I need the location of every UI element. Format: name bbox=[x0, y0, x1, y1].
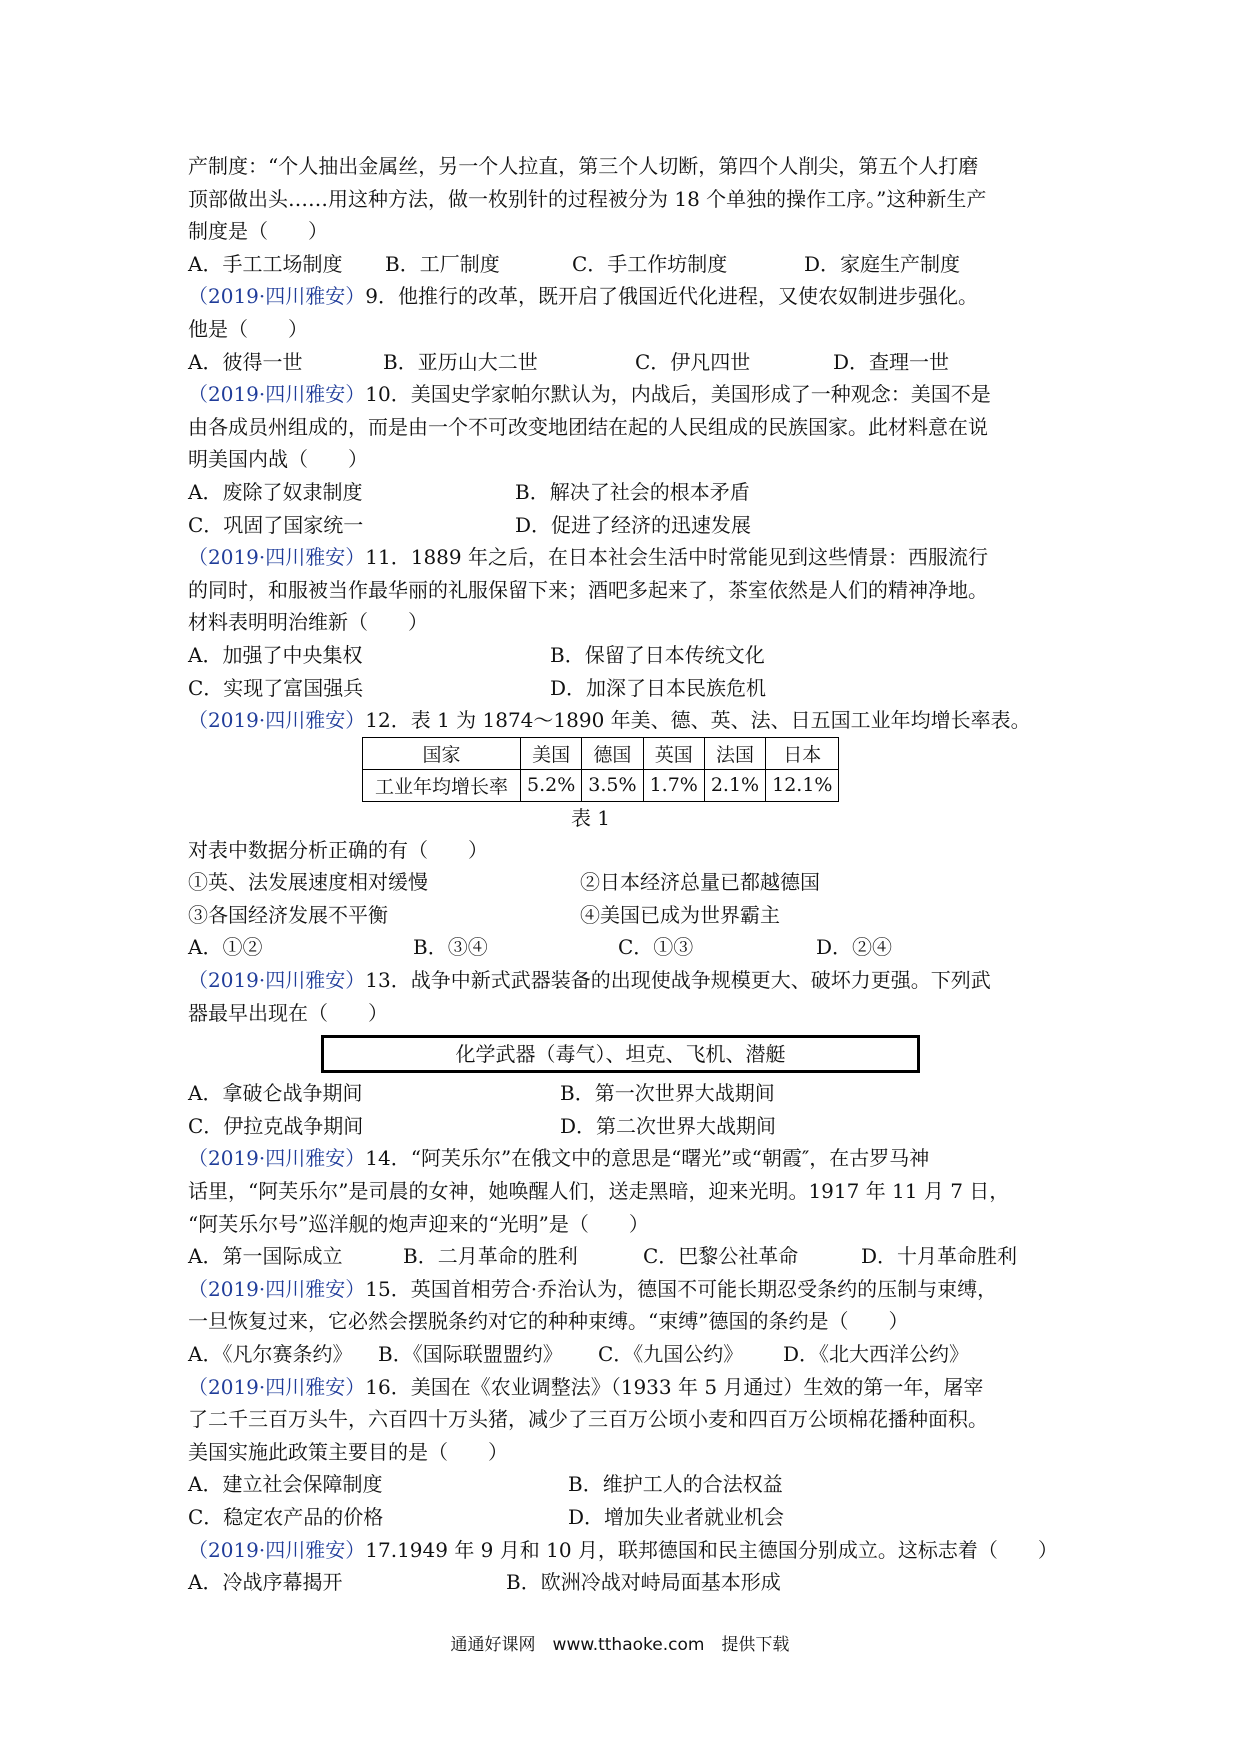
answer-options bbox=[188, 1077, 1063, 1110]
option-b[interactable]: B．欧洲冷战对峙局面基本形成 bbox=[506, 1570, 781, 1595]
statement-list bbox=[188, 866, 1063, 899]
question-text: 10．美国史学家帕尔默认为，内战后，美国形成了一种观念：美国不是 bbox=[365, 382, 991, 407]
statement-4: ④美国已成为世界霸主 bbox=[580, 902, 780, 927]
answer-options bbox=[188, 1501, 1063, 1534]
question-9 bbox=[188, 280, 1063, 378]
question-text: 13．战争中新式武器装备的出现使战争规模更大、破坏力更强。下列武 bbox=[365, 968, 991, 993]
answer-options bbox=[188, 1338, 1063, 1371]
option-c[interactable]: C．巴黎公社革命 bbox=[643, 1244, 799, 1269]
answer-options bbox=[188, 672, 1063, 705]
option-b[interactable]: B．亚历山大二世 bbox=[383, 349, 538, 374]
answer-options bbox=[188, 1468, 1063, 1501]
table-header-cell: 法国 bbox=[704, 737, 765, 769]
question-text: 12．表 1 为 1874～1890 年美、德、英、法、日五国工业年均增长率表。 bbox=[365, 708, 1031, 733]
answer-options bbox=[188, 248, 1063, 281]
answer-options bbox=[188, 931, 1063, 964]
question-text: “阿芙乐尔号”巡洋舰的炮声迎来的“光明”是（ ） bbox=[188, 1211, 649, 1236]
option-a[interactable]: A．拿破仑战争期间 bbox=[188, 1081, 363, 1106]
question-source: （2019·四川雅安） bbox=[188, 1276, 366, 1301]
option-d[interactable]: D．查理一世 bbox=[833, 349, 950, 374]
table-caption: 表 1 bbox=[570, 805, 611, 830]
question-source: （2019·四川雅安） bbox=[188, 708, 366, 733]
answer-options bbox=[188, 509, 1063, 542]
option-b[interactable]: B．解决了社会的根本矛盾 bbox=[515, 479, 750, 504]
option-b[interactable]: B．《国际联盟盟约》 bbox=[378, 1342, 563, 1366]
statement-1: ①英、法发展速度相对缓慢 bbox=[188, 870, 428, 895]
answer-options bbox=[188, 1110, 1063, 1143]
table-cell: 1.7% bbox=[643, 769, 704, 801]
question-source: （2019·四川雅安） bbox=[188, 1374, 366, 1399]
option-b[interactable]: B．保留了日本传统文化 bbox=[550, 642, 765, 667]
table-cell: 5.2% bbox=[521, 769, 582, 801]
question-8 bbox=[188, 150, 1063, 280]
table-cell: 12.1% bbox=[766, 769, 839, 801]
question-source: （2019·四川雅安） bbox=[188, 545, 366, 570]
statement-2: ②日本经济总量已都越德国 bbox=[580, 870, 820, 895]
table-header-cell: 美国 bbox=[521, 737, 582, 769]
option-d[interactable]: D．增加失业者就业机会 bbox=[568, 1504, 785, 1529]
question-source: （2019·四川雅安） bbox=[188, 1537, 366, 1562]
answer-options bbox=[188, 1240, 1063, 1273]
answer-options bbox=[188, 639, 1063, 672]
question-text: 16．美国在《农业调整法》（1933 年 5 月通过）生效的第一年，屠宰 bbox=[365, 1374, 984, 1399]
option-d[interactable]: D．加深了日本民族危机 bbox=[550, 675, 767, 700]
question-source: （2019·四川雅安） bbox=[188, 1146, 366, 1171]
option-d[interactable]: D．促进了经济的迅速发展 bbox=[515, 512, 752, 537]
option-b[interactable]: B．③④ bbox=[413, 935, 488, 960]
option-c[interactable]: C．伊拉克战争期间 bbox=[188, 1113, 364, 1138]
option-a[interactable]: A．彼得一世 bbox=[188, 349, 303, 374]
table-header-cell: 英国 bbox=[643, 737, 704, 769]
option-c[interactable]: C．巩固了国家统一 bbox=[188, 512, 364, 537]
option-d[interactable]: D．第二次世界大战期间 bbox=[560, 1113, 777, 1138]
question-source: （2019·四川雅安） bbox=[188, 382, 366, 407]
option-a[interactable]: A．①② bbox=[188, 935, 263, 960]
question-source: （2019·四川雅安） bbox=[188, 284, 366, 309]
option-c[interactable]: C．手工作坊制度 bbox=[572, 251, 728, 276]
option-d[interactable]: D．《北大西洋公约》 bbox=[783, 1342, 970, 1366]
option-a[interactable]: A．第一国际成立 bbox=[188, 1244, 343, 1269]
table-header-row bbox=[363, 737, 839, 769]
question-11 bbox=[188, 541, 1063, 704]
answer-options bbox=[188, 1566, 1063, 1599]
table-header-cell: 德国 bbox=[582, 737, 643, 769]
growth-rate-table bbox=[362, 737, 839, 802]
question-text: 话里，“阿芙乐尔”是司晨的女神，她唤醒人们，送走黑暗，迎来光明。1917 年 11 月 7 日， bbox=[188, 1179, 1010, 1204]
question-text: 明美国内战（ ） bbox=[188, 447, 368, 472]
option-c[interactable]: C．稳定农产品的价格 bbox=[188, 1504, 384, 1529]
table-cell: 3.5% bbox=[582, 769, 643, 801]
question-text: 美国实施此政策主要目的是（ ） bbox=[188, 1439, 508, 1464]
question-text: 制度是（ ） bbox=[188, 219, 328, 244]
question-text: 产制度：“个人抽出金属丝，另一个人拉直，第三个人切断，第四个人削尖，第五个人打磨 bbox=[188, 154, 979, 178]
question-15 bbox=[188, 1273, 1063, 1371]
option-b[interactable]: B．第一次世界大战期间 bbox=[560, 1081, 775, 1106]
table-cell: 2.1% bbox=[704, 769, 765, 801]
exam-page bbox=[188, 150, 1063, 1599]
table-row bbox=[363, 769, 839, 801]
question-text: 14．“阿芙乐尔”在俄文中的意思是“曙光”或“朝霞″，在古罗马神 bbox=[365, 1146, 930, 1171]
question-text: 他是（ ） bbox=[188, 316, 308, 341]
question-text: 了二千三百万头牛，六百四十万头猪，减少了三百万公顷小麦和四百万公顷棉花播种面积。 bbox=[188, 1407, 988, 1432]
option-c[interactable]: C．①③ bbox=[618, 935, 694, 960]
question-text: 顶部做出头……用这种方法，做一枚别针的过程被分为 18 个单独的操作工序。”这种新生产 bbox=[188, 186, 987, 211]
option-a[interactable]: A．加强了中央集权 bbox=[188, 642, 363, 667]
statement-3: ③各国经济发展不平衡 bbox=[188, 902, 388, 927]
weapons-box: 化学武器（毒气）、坦克、飞机、潜艇 bbox=[321, 1035, 920, 1073]
question-text: 17.1949 年 9 月和 10 月，联邦德国和民主德国分别成立。这标志着（ ） bbox=[365, 1537, 1058, 1562]
question-text: 15．英国首相劳合·乔治认为，德国不可能长期忍受条约的压制与束缚， bbox=[365, 1276, 998, 1301]
option-a[interactable]: A．废除了奴隶制度 bbox=[188, 479, 363, 504]
option-c[interactable]: C．《九国公约》 bbox=[598, 1342, 744, 1366]
question-10 bbox=[188, 378, 1063, 541]
question-text: 一旦恢复过来，它必然会摆脱条约对它的种种束缚。“束缚”德国的条约是（ ） bbox=[188, 1309, 909, 1334]
option-b[interactable]: B．二月革命的胜利 bbox=[403, 1244, 578, 1269]
statement-list bbox=[188, 899, 1063, 932]
answer-options bbox=[188, 346, 1063, 379]
answer-options bbox=[188, 476, 1063, 509]
option-c[interactable]: C．伊凡四世 bbox=[635, 349, 751, 374]
option-d[interactable]: D．家庭生产制度 bbox=[804, 251, 961, 276]
question-source: （2019·四川雅安） bbox=[188, 968, 366, 993]
option-b[interactable]: B．工厂制度 bbox=[385, 251, 500, 276]
question-text: 材料表明明治维新（ ） bbox=[188, 610, 428, 635]
question-text: 对表中数据分析正确的有（ ） bbox=[188, 837, 488, 862]
option-c[interactable]: C．实现了富国强兵 bbox=[188, 675, 364, 700]
question-16 bbox=[188, 1371, 1063, 1534]
question-text: 器最早出现在（ ） bbox=[188, 1000, 388, 1025]
option-d[interactable]: D．十月革命胜利 bbox=[861, 1244, 1018, 1269]
question-17 bbox=[188, 1534, 1063, 1599]
table-header-cell: 日本 bbox=[766, 737, 839, 769]
option-a[interactable]: A．建立社会保障制度 bbox=[188, 1472, 383, 1497]
table-header-cell: 国家 bbox=[363, 737, 521, 769]
option-a[interactable]: A．冷战序幕揭开 bbox=[188, 1570, 343, 1595]
question-text: 9．他推行的改革，既开启了俄国近代化进程，又使农奴制进步强化。 bbox=[365, 284, 978, 309]
option-b[interactable]: B．维护工人的合法权益 bbox=[568, 1472, 783, 1497]
question-13 bbox=[188, 964, 1063, 1142]
question-text: 11．1889 年之后，在日本社会生活中时常能见到这些情景：西服流行 bbox=[365, 545, 988, 570]
question-text: 的同时，和服被当作最华丽的礼服保留下来；酒吧多起来了，茶室依然是人们的精神净地。 bbox=[188, 577, 988, 602]
question-text: 由各成员州组成的，而是由一个不可改变地团结在起的人民组成的民族国家。此材料意在说 bbox=[188, 414, 988, 439]
question-14 bbox=[188, 1142, 1063, 1272]
option-d[interactable]: D．②④ bbox=[816, 935, 893, 960]
page-footer: 通通好课网 www.tthaoke.com 提供下载 bbox=[450, 1635, 790, 1655]
question-12 bbox=[188, 704, 1063, 964]
option-a[interactable]: A．《凡尔赛条约》 bbox=[188, 1342, 353, 1366]
option-a[interactable]: A．手工工场制度 bbox=[188, 251, 343, 276]
table-cell: 工业年均增长率 bbox=[363, 769, 521, 801]
